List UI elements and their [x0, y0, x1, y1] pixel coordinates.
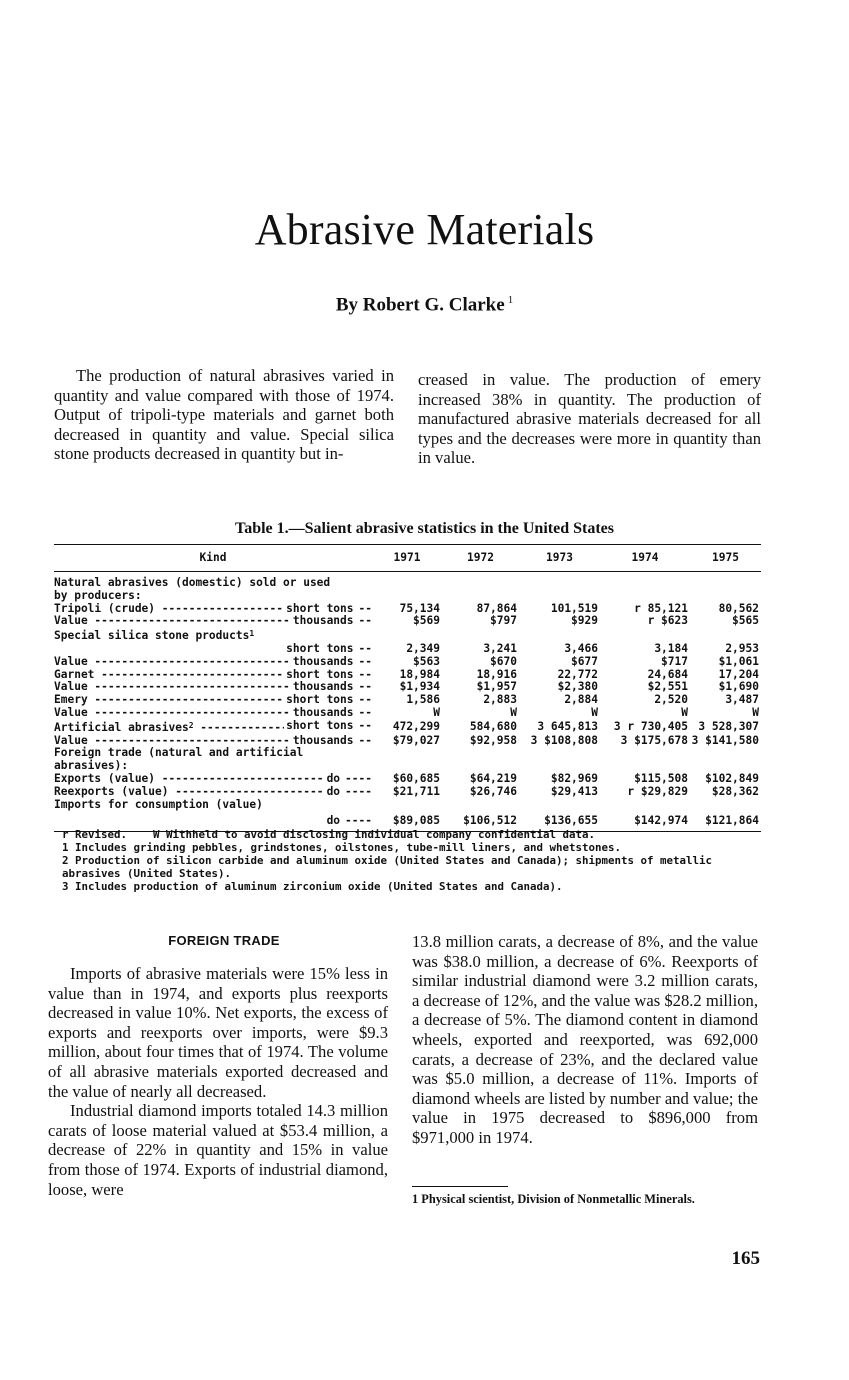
table-cell: $1,061 [718, 654, 759, 668]
table-row [54, 628, 761, 643]
footnote-mark: 1 [249, 629, 255, 639]
row-label: Artificial abrasives [54, 720, 189, 734]
table-row: Value ----- thousands -- $1,934 $1,957 $2,380 $2,551 $1,690 [54, 681, 761, 694]
table-cell: r $29,829 [627, 784, 688, 798]
header-1971: 1971 [393, 550, 421, 564]
intro-right-column [418, 370, 761, 468]
row-unit: thousands [292, 654, 354, 668]
row-unit: do [326, 784, 341, 798]
table-cell: 87,864 [476, 601, 517, 615]
article-title: Abrasive Materials [254, 205, 595, 254]
table-cell: $26,746 [469, 784, 517, 798]
table-cell: 2,884 [564, 693, 598, 707]
row-unit: thousands [292, 705, 354, 719]
row-label: Reexports (value) ----- [54, 786, 325, 799]
author-name: By Robert G. Clarke [335, 294, 505, 316]
table-cell: $89,085 [392, 813, 440, 827]
table-cell: 472,299 [392, 719, 440, 733]
body-paragraph: Imports of abrasive materials were 15% less in value than in 1974, and exports plus reexports decreased in value 10%. Net exports, the excess of exports and reexports over imports, were $9.3 million, about four times that of 1974. The volume of all abrasive materials exported decreased and the value of nearly all decreased. [48, 964, 388, 1101]
table-row: Tripoli (crude) ----- short tons -- 75,134 87,864 101,519 r 85,121 80,562 [54, 603, 761, 616]
table-note [54, 828, 761, 841]
row-unit: thousands [292, 733, 354, 747]
table-cell: 18,984 [399, 667, 440, 681]
table-row [54, 799, 761, 812]
section-foreign-label-cont: abrasives): [54, 759, 129, 773]
row-unit: thousands [292, 614, 354, 628]
header-kind: Kind [199, 550, 227, 564]
table-section-row [54, 747, 761, 760]
table-cell: $717 [661, 654, 688, 668]
table-cell: $79,027 [392, 733, 440, 747]
table-cell: 2,520 [654, 693, 688, 707]
footnote-divider [412, 1186, 508, 1187]
table-cell: $102,849 [705, 771, 759, 785]
table-note: 3 Includes production of aluminum zirconium oxide (United States and Canada). [62, 880, 563, 893]
table-row: Value ----- thousands -- $79,027 $92,958 3 $108,808 3 $175,678 3 $141,580 [54, 735, 761, 748]
header-1973: 1973 [546, 550, 573, 564]
row-label: Exports (value) ----- [54, 773, 325, 786]
table-cell: $1,957 [476, 680, 517, 694]
table-cell: 3,466 [564, 641, 598, 655]
table-row: Reexports (value) ----- do ---- $21,711 $26,746 $29,413 r $29,829 $28,362 [54, 786, 761, 799]
row-label: Special silica stone products [54, 629, 250, 643]
table-note: 1 Includes grinding pebbles, grindstones, oilstones, tube-mill liners, and whetstones. [62, 841, 622, 854]
note-revised: r Revised. [62, 828, 128, 841]
table-cell: $565 [732, 614, 759, 628]
table-cell: $563 [413, 654, 440, 668]
table-cell: 3,487 [725, 693, 759, 707]
table-notes [54, 828, 761, 893]
table-row: Value ----- thousands -- W W W W W [54, 707, 761, 720]
section-heading-foreign-trade: FOREIGN TRADE [168, 933, 280, 948]
table-cell: $2,551 [647, 680, 688, 694]
table-cell: $797 [490, 614, 517, 628]
table-cell: 75,134 [399, 601, 440, 615]
footnote-mark: 2 [188, 720, 194, 730]
table-cell: $142,974 [634, 813, 688, 827]
table-row: Garnet ----- short tons -- 18,984 18,916 22,772 24,684 17,204 [54, 669, 761, 682]
body-paragraph: 13.8 million carats, a decrease of 8%, and the value was $38.0 million, a decrease of 6%. Reexports of similar industrial diamond were 3.2 million carats, a decrease of 12%, and the value was $28.2 million, a decrease of 5%. The diamond content in diamond wheels, exported and reexported, was 692,000 carats, a decrease of 23%, and the declared value was $5.0 million, a decrease of 11%. Imports of diamond wheels are listed by number and value; the value in 1975 decreased to $896,000 from $971,000 in 1974. [412, 932, 758, 1147]
table-cell: 2,953 [725, 641, 759, 655]
table-cell: $670 [490, 654, 517, 668]
row-label: Value ----- [54, 735, 291, 748]
table-cell: 3,241 [483, 641, 517, 655]
table-cell: 80,562 [718, 601, 759, 615]
table-title: Table 1.—Salient abrasive statistics in the United States [235, 520, 614, 537]
table-cell: 3 r 730,405 [613, 719, 688, 733]
table-cell: $106,512 [463, 813, 517, 827]
row-label: Tripoli (crude) ----- [54, 603, 284, 616]
table-section-row [54, 577, 761, 590]
table-section-row [54, 590, 761, 603]
table-cell: $2,380 [557, 680, 598, 694]
row-unit: short tons [286, 718, 354, 732]
row-unit: do [326, 813, 341, 827]
row-label: Value ----- [54, 656, 291, 669]
table-cell: 3,184 [654, 641, 688, 655]
table-cell: $64,219 [469, 771, 517, 785]
row-label: Emery ----- [54, 694, 284, 707]
row-unit: do [326, 771, 341, 785]
table-cell: r $623 [647, 614, 688, 628]
row-unit: short tons [286, 641, 354, 655]
section-foreign-label: Foreign trade (natural and artificial [54, 746, 304, 760]
table-cell: 3 645,813 [537, 719, 598, 733]
table-cell: $92,958 [469, 733, 517, 747]
table-cell: 3 $141,580 [691, 733, 759, 747]
table-note: 2 Production of silicon carbide and aluminum oxide (United States and Canada); shipments of metallic abrasives (United States). [62, 854, 713, 880]
table-cell: 22,772 [557, 667, 598, 681]
note-withheld: W Withheld to avoid disclosing individual company confidential data. [153, 828, 596, 841]
table-cell: W [510, 705, 517, 719]
table-cell: 2,349 [406, 641, 440, 655]
section-natural-label: Natural abrasives (domestic) sold or used [54, 576, 331, 589]
row-label: Value ----- [54, 681, 291, 694]
table-cell: 24,684 [647, 667, 688, 681]
section-natural-label-cont: by producers: [54, 588, 142, 602]
row-label: Imports for consumption (value) [54, 797, 263, 811]
table-cell: W [433, 705, 440, 719]
table-header-row [54, 545, 761, 572]
table-cell: 3 528,307 [698, 719, 759, 733]
row-unit: short tons [286, 667, 354, 681]
body-paragraph: Industrial diamond imports totaled 14.3 million carats of loose material valued at $53.4 million, a decrease of 22% in quantity and 15% in value from those of 1974. Exports of industrial diamond, loose, were [48, 1101, 388, 1199]
table-row: short tons -- 2,349 3,241 3,466 3,184 2,953 [54, 643, 761, 656]
table-cell: $136,655 [544, 813, 598, 827]
table-cell: W [591, 705, 598, 719]
row-label: Garnet ----- [54, 669, 284, 682]
byline [0, 294, 849, 316]
header-1974: 1974 [631, 550, 659, 564]
header-1975: 1975 [712, 550, 739, 564]
table-cell: W [752, 705, 759, 719]
row-unit: thousands [292, 680, 354, 694]
table-row: Exports (value) ----- do ---- $60,685 $64,219 $82,969 $115,508 $102,849 [54, 773, 761, 786]
intro-paragraph-right: creased in value. The production of emery increased 38% in quantity. The production of manufactured abrasive materials decreased for all types and the decreases were more in quantity than in value. [418, 370, 761, 468]
intro-paragraph-left: The production of natural abrasives varied in quantity and value compared with those of 1974. Output of tripoli-type materials and garnet both decreased in quantity and value. Special silica stone products decreased in quantity but in- [54, 366, 394, 464]
table-cell: r 85,121 [634, 601, 688, 615]
table-cell: $60,685 [392, 771, 440, 785]
table-cell: 1,586 [406, 693, 440, 707]
table-row: Value ----- thousands -- $563 $670 $677 $717 $1,061 [54, 656, 761, 669]
table-row: Artificial abrasives$^2$ ----- short tons -- 472,299 584,680 3 645,813 3 r 730,405 3 528,307 [54, 720, 761, 735]
table-row: do ---- $89,085 $106,512 $136,655 $142,974 $121,864 [54, 811, 761, 832]
row-unit: short tons [286, 601, 354, 615]
table-cell: $115,508 [634, 771, 688, 785]
table-cell: $82,969 [550, 771, 598, 785]
table-cell: W [681, 705, 688, 719]
header-1972: 1972 [467, 550, 494, 564]
table-cell: 101,519 [550, 601, 598, 615]
foreign-trade-left-column [48, 964, 388, 1199]
table-cell: $1,690 [718, 680, 759, 694]
table-cell: 18,916 [476, 667, 517, 681]
table-cell: 3 $108,808 [530, 733, 598, 747]
salient-statistics-table [54, 544, 761, 832]
row-label: Value ----- [54, 615, 291, 628]
page-number: 165 [731, 1248, 760, 1269]
table-cell: $929 [571, 614, 598, 628]
foreign-trade-right-column [412, 932, 758, 1148]
intro-left-column [54, 366, 394, 464]
table-row: Emery ----- short tons -- 1,586 2,883 2,884 2,520 3,487 [54, 694, 761, 707]
table-row: Value ----- thousands -- $569 $797 $929 r $623 $565 [54, 615, 761, 628]
table-cell: $21,711 [392, 784, 440, 798]
table-cell: 584,680 [469, 719, 517, 733]
table-cell: $677 [571, 654, 598, 668]
table-cell: $1,934 [399, 680, 440, 694]
table-cell: $121,864 [705, 813, 759, 827]
table-cell: 3 $175,678 [620, 733, 688, 747]
row-unit: short tons [286, 693, 354, 707]
table-cell: 2,883 [483, 693, 517, 707]
byline-footnote-mark: 1 [507, 294, 514, 306]
table-cell: $28,362 [711, 784, 759, 798]
author-footnote: 1 Physical scientist, Division of Nonmetallic Minerals. [412, 1192, 695, 1206]
table-cell: 17,204 [718, 667, 759, 681]
table-cell: $569 [413, 614, 440, 628]
table-cell: $29,413 [550, 784, 598, 798]
row-label: Value ----- [54, 707, 291, 720]
